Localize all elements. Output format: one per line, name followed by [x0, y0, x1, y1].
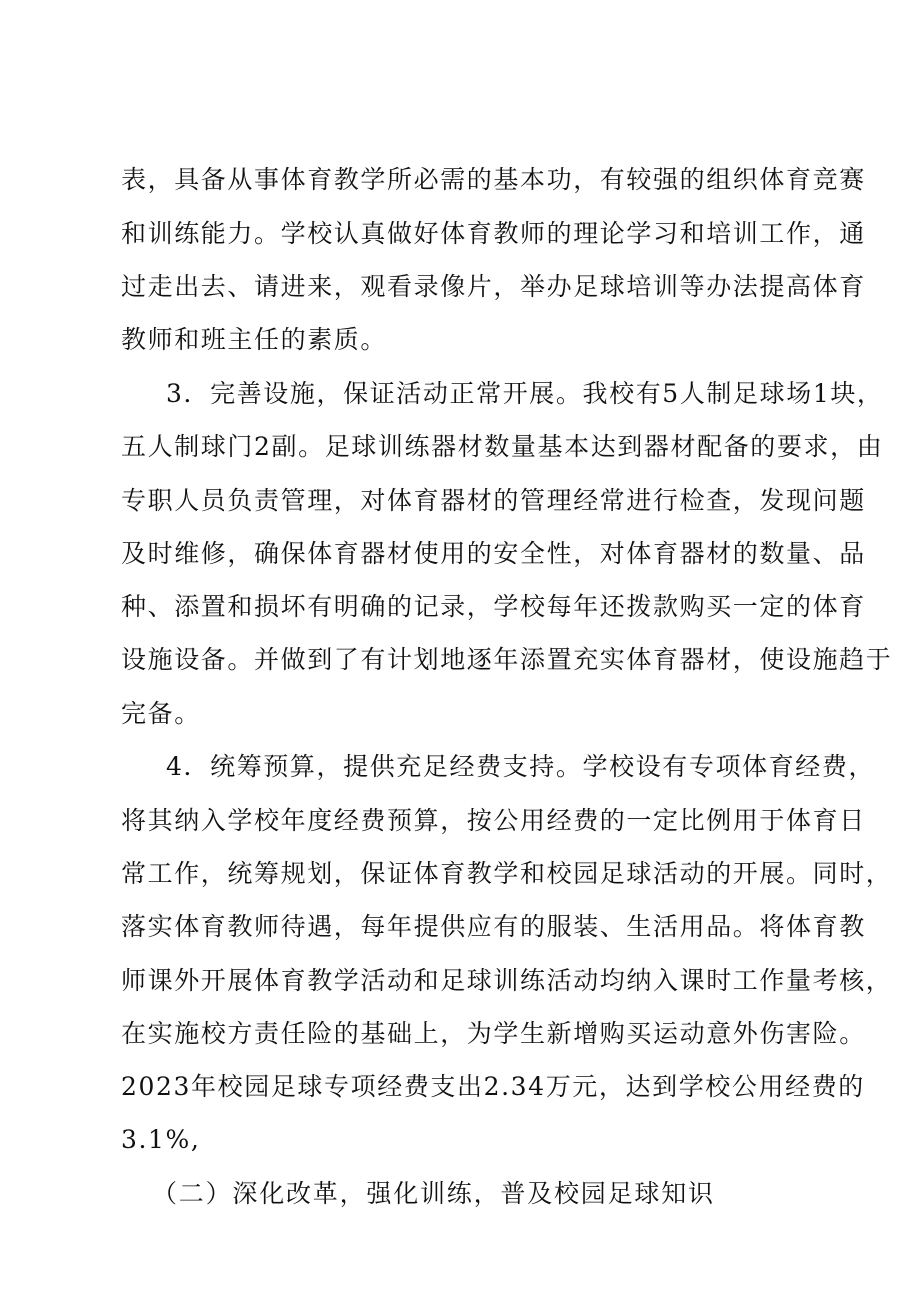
paragraph-1-line-1: 表，具备从事体育教学所必需的基本功，有较强的组织体育竞赛 [121, 165, 866, 194]
paragraph-1-line-4: 教师和班主任的素质。 [121, 325, 388, 354]
paragraph-3-line-3: 常工作，统筹规划，保证体育教学和校园足球活动的开展。同时， [121, 859, 893, 888]
paragraph-2-line-2: 五人制球门2副。足球训练器材数量基本达到器材配备的要求，由 [121, 432, 884, 461]
paragraph-3-line-2: 将其纳入学校年度经费预算，按公用经费的一定比例用于体育日 [121, 806, 866, 835]
paragraph-3-line-6: 在实施校方责任险的基础上，为学生新增购买运动意外伤害险。 [121, 1019, 866, 1048]
section-heading: （二）深化改革，强化训练，普及校园足球知识 [152, 1179, 715, 1208]
paragraph-2-line-7: 完备。 [121, 699, 201, 728]
paragraph-3-line-4: 落实体育教师待遇，每年提供应有的服装、生活用品。将体育教 [121, 912, 866, 941]
paragraph-2-line-6: 设施设备。并做到了有计划地逐年添置充实体育器材，使设施趋于 [121, 645, 893, 674]
paragraph-3-line-5: 师课外开展体育教学活动和足球训练活动均纳入课时工作量考核， [121, 966, 893, 995]
paragraph-2-line-5: 种、添置和损坏有明确的记录，学校每年还拨款购买一定的体育 [121, 592, 866, 621]
paragraph-2-line-4: 及时维修，确保体育器材使用的安全性，对体育器材的数量、品 [121, 539, 866, 568]
paragraph-2-line-1: 3．完善设施，保证活动正常开展。我校有5人制足球场1块， [166, 379, 884, 408]
paragraph-3-line-8: 3.1%, [121, 1125, 201, 1154]
paragraph-1-line-3: 过走出去、请进来，观看录像片，举办足球培训等办法提高体育 [121, 272, 866, 301]
paragraph-2-line-3: 专职人员负责管理，对体育器材的管理经常进行检查，发现问题 [121, 486, 866, 515]
paragraph-1-line-2: 和训练能力。学校认真做好体育教师的理论学习和培训工作，通 [121, 219, 866, 248]
paragraph-3-line-1: 4．统筹预算，提供充足经费支持。学校设有专项体育经费， [166, 752, 876, 781]
paragraph-3-line-7: 2023年校园足球专项经费支出2.34万元，达到学校公用经费的 [121, 1072, 865, 1101]
